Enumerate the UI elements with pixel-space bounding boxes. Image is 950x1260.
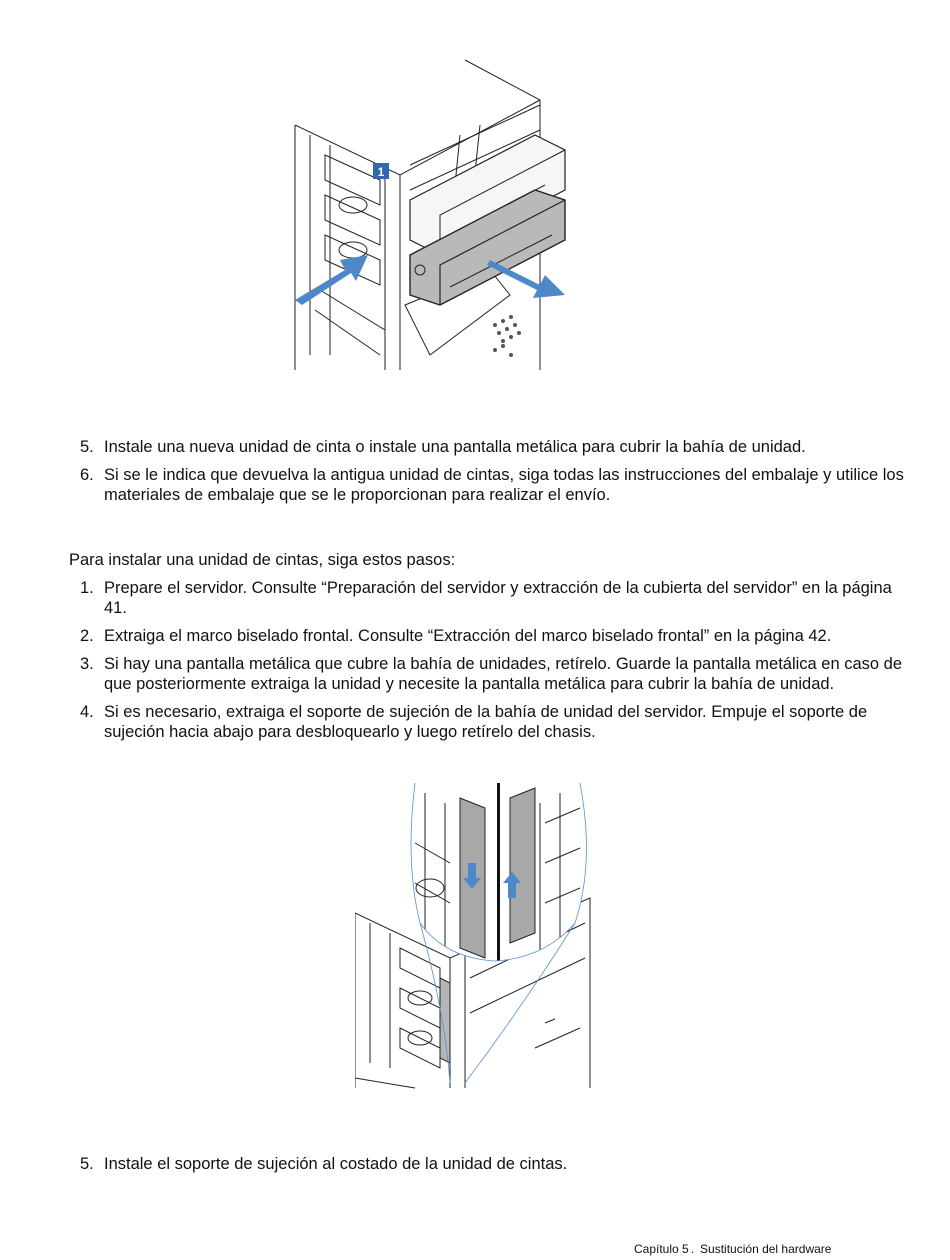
install-steps-list [0, 578, 904, 750]
step-text: Prepare el servidor. Consulte “Preparación del servidor y extracción de la cubierta del servidor” en la página 41. [104, 579, 892, 617]
install-intro: Para instalar una unidad de cintas, siga estos pasos: [69, 551, 456, 569]
footer-chapter: Capítulo 5 [634, 1242, 689, 1256]
list-item [0, 626, 904, 646]
install-steps-cont-list [0, 1154, 904, 1182]
footer-title: Sustitución del hardware [700, 1242, 832, 1256]
step-number: 2. [80, 627, 94, 645]
step-text: Si es necesario, extraiga el soporte de sujeción de la bahía de unidad del servidor. Empuje el soporte de sujeción hacia abajo para desbloquearlo y luego retírelo del chasis. [104, 703, 868, 741]
step-text: Extraiga el marco biselado frontal. Consulte “Extracción del marco biselado frontal” en la página 42. [104, 627, 832, 645]
step-text: Instale una nueva unidad de cinta o instale una pantalla metálica para cubrir la bahía de unidad. [104, 438, 806, 456]
list-item [0, 702, 904, 742]
tape-drive-removal-illustration [290, 55, 580, 375]
step-number: 5. [80, 438, 94, 456]
callout-1-label: 1 [377, 165, 385, 179]
step-text: Instale el soporte de sujeción al costado de la unidad de cintas. [104, 1155, 568, 1173]
step-text: Si se le indica que devuelva la antigua unidad de cintas, siga todas las instrucciones del embalaje y utilice los materiales de embalaje que se le proporcionan para realizar el envío. [104, 466, 904, 504]
list-item [0, 1154, 904, 1174]
bracket-removal-illustration [355, 783, 595, 1093]
step-number: 5. [80, 1155, 94, 1173]
page-footer [634, 1241, 831, 1257]
step-number: 6. [80, 466, 94, 484]
footer-separator: . [690, 1242, 695, 1256]
list-item [0, 437, 904, 457]
step-text: Si hay una pantalla metálica que cubre la bahía de unidades, retírelo. Guarde la pantalla metálica en caso de que posteriormente extraiga la unidad y necesite la pantalla metálica para cubrir la bahía de unidad. [104, 655, 903, 693]
list-item [0, 465, 904, 505]
list-item [0, 654, 904, 694]
step-number: 4. [80, 703, 94, 721]
list-item [0, 578, 904, 618]
step-number: 3. [80, 655, 94, 673]
removal-steps-list [0, 437, 904, 513]
step-number: 1. [80, 579, 94, 597]
